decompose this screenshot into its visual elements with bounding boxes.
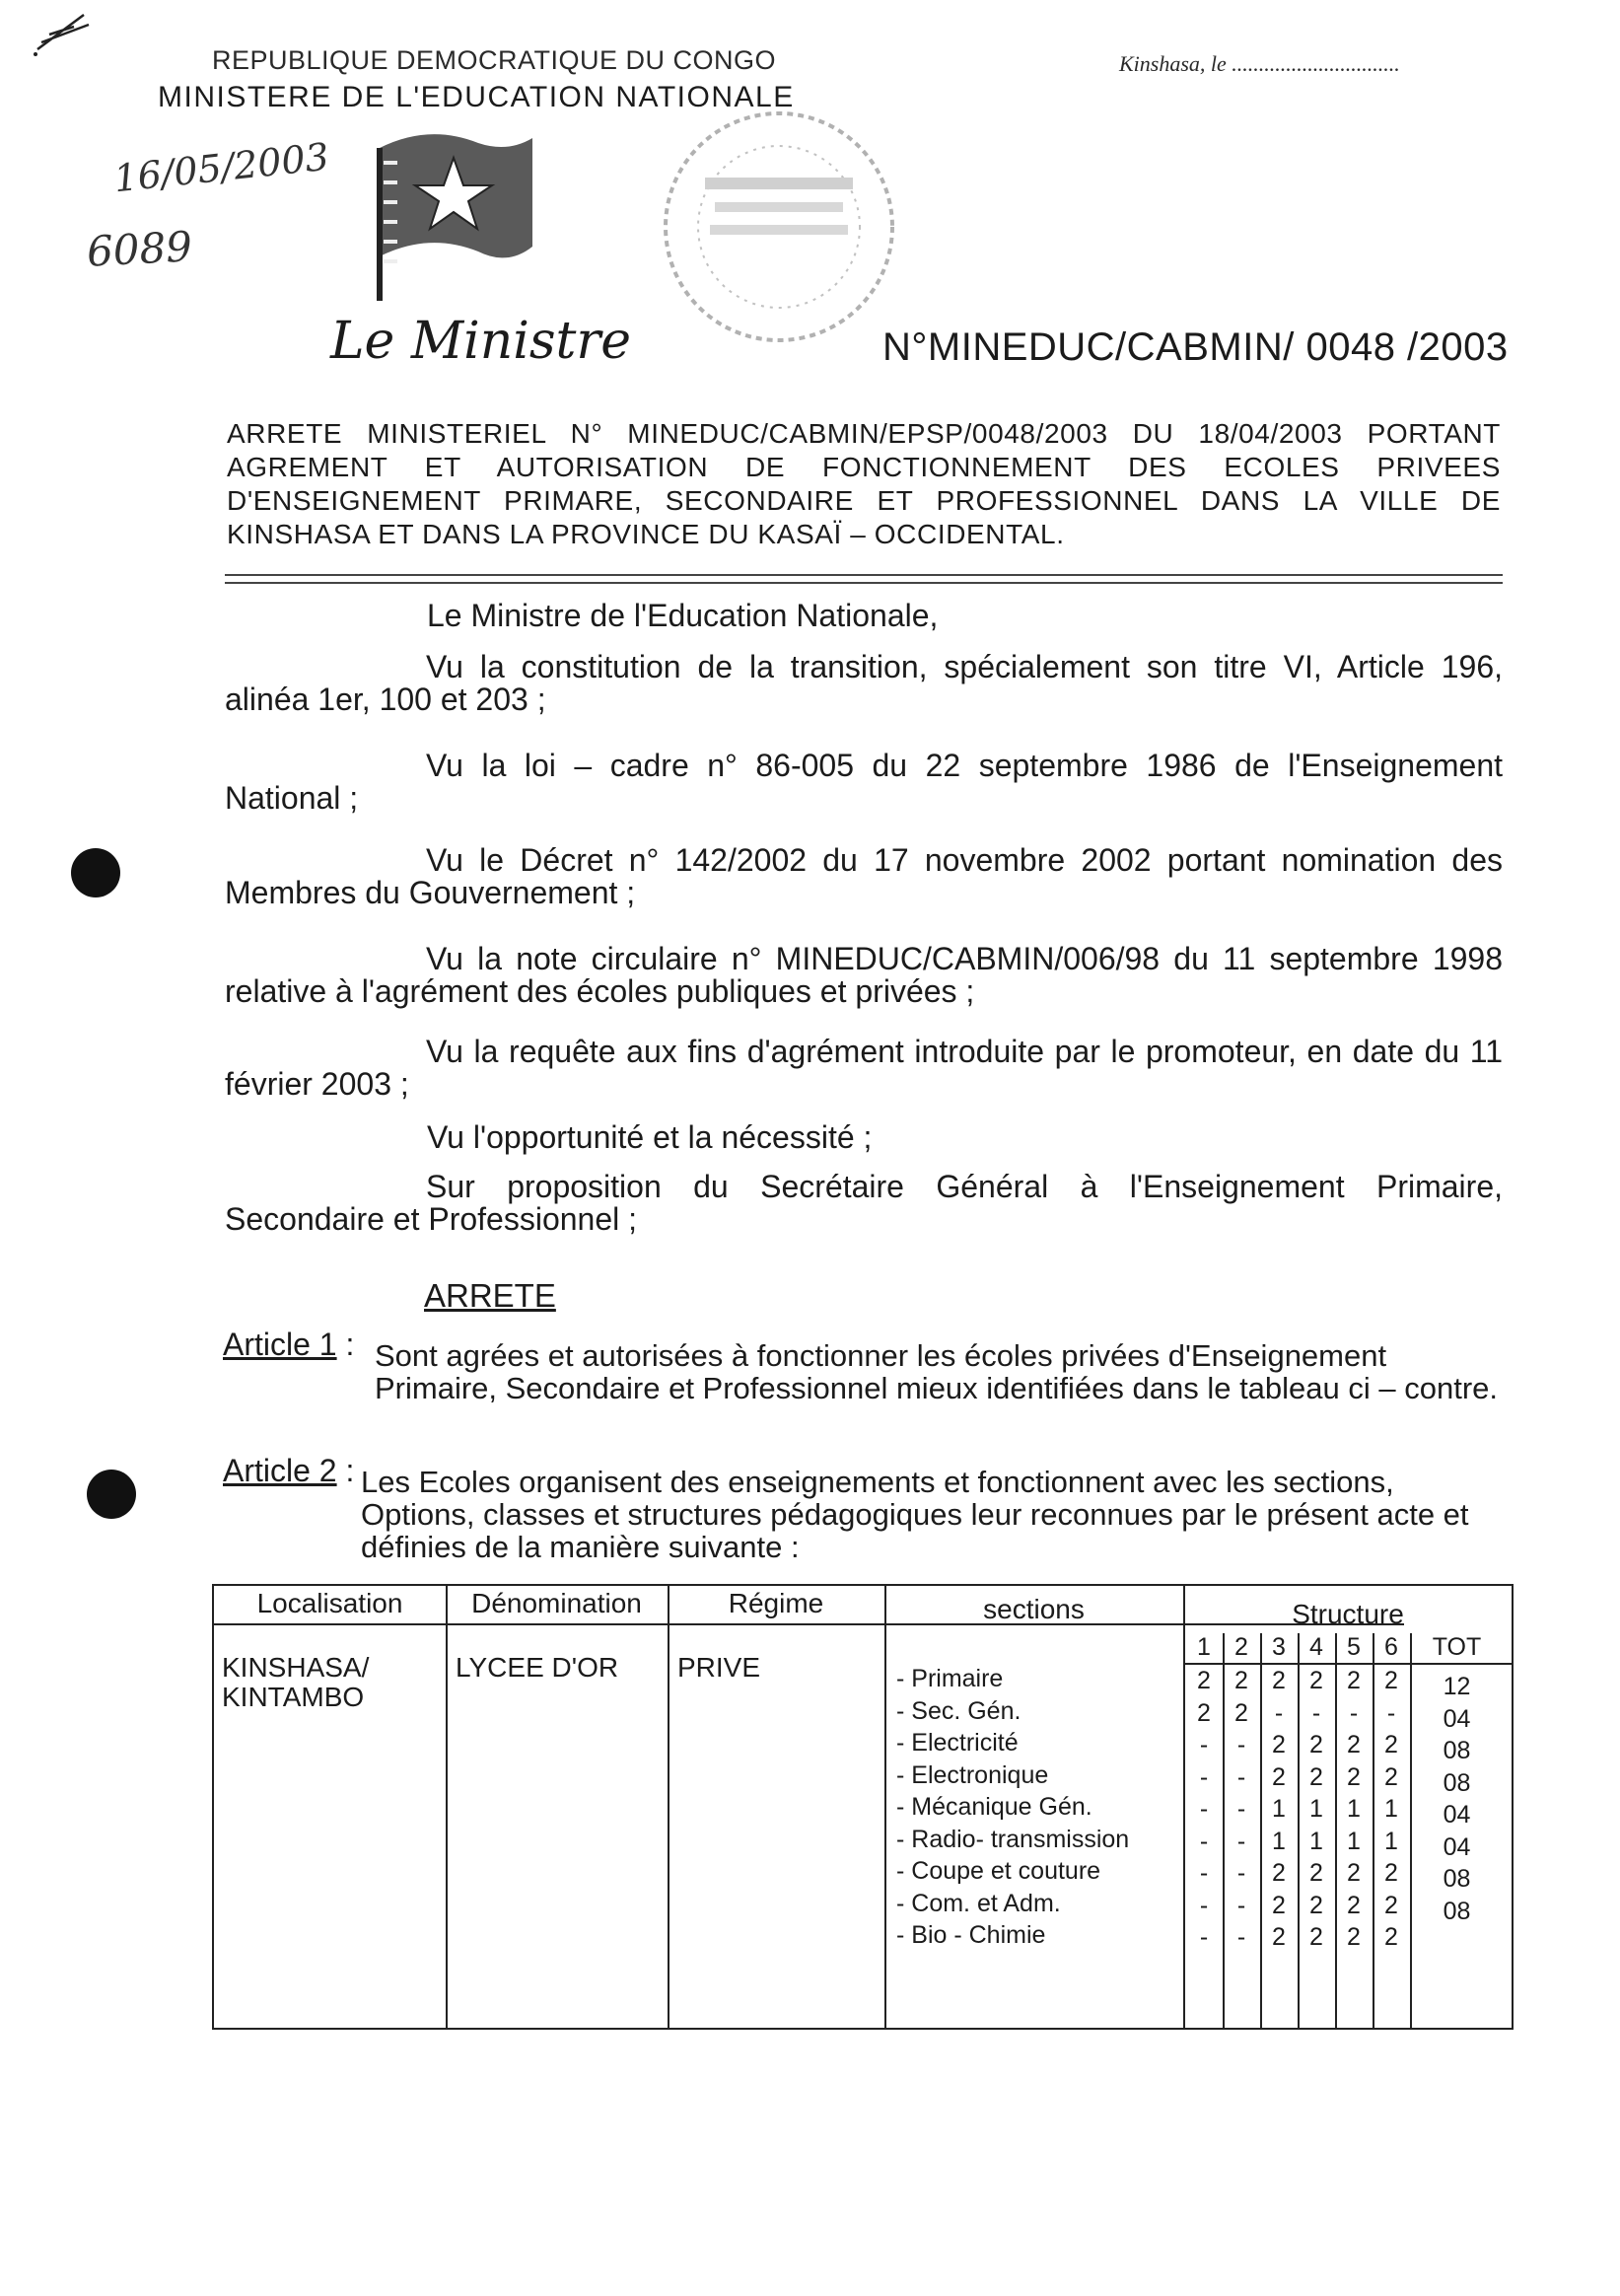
structure-value: 2 [1272, 1859, 1286, 1887]
structure-value: - [1236, 1827, 1246, 1855]
republic-heading: REPUBLIQUE DEMOCRATIQUE DU CONGO [212, 45, 777, 75]
punch-hole [87, 1470, 136, 1519]
section-name: - Electricité [896, 1729, 1019, 1757]
intro-line: Le Ministre de l'Education Nationale, [427, 598, 939, 633]
column-divider [884, 1586, 886, 2028]
structure-value: 2 [1272, 1667, 1286, 1694]
structure-total: 12 [1443, 1673, 1471, 1700]
structure-value: 2 [1347, 1859, 1361, 1887]
section-name: - Com. et Adm. [896, 1889, 1061, 1917]
structure-value: 2 [1272, 1731, 1286, 1758]
structure-value: - [1236, 1923, 1246, 1951]
column-divider [446, 1586, 448, 2028]
header-denomination: Dénomination [471, 1588, 642, 1618]
section-name: - Electronique [896, 1760, 1049, 1789]
structure-value: 2 [1234, 1667, 1248, 1694]
structure-value: 1 [1347, 1795, 1361, 1823]
structure-col-header: 6 [1384, 1633, 1398, 1661]
structure-value: 1 [1309, 1795, 1323, 1823]
structure-value: 1 [1384, 1827, 1398, 1855]
pen-scribble [30, 5, 99, 59]
structure-value: 1 [1347, 1827, 1361, 1855]
structure-value: 1 [1309, 1827, 1323, 1855]
structure-value: 2 [1309, 1891, 1323, 1919]
considerant-circular: Vu la note circulaire n° MINEDUC/CABMIN/006/98 du 11 septembre 1998 relative à l'agrément des écoles publiques et privées ; [225, 941, 1503, 1009]
structure-value: - [1236, 1795, 1246, 1823]
national-flag-emblem [370, 128, 537, 301]
schools-table [212, 1584, 1514, 2030]
section-name: - Radio- transmission [896, 1825, 1130, 1853]
structure-value: 2 [1234, 1698, 1248, 1727]
reference-number: N°MINEDUC/CABMIN/ 0048 /2003 [882, 325, 1509, 369]
structure-value: 2 [1384, 1667, 1398, 1694]
section-name: - Primaire [896, 1665, 1004, 1692]
cell-denomination: LYCEE D'OR [456, 1652, 619, 1683]
structure-value: - [1349, 1698, 1359, 1727]
structure-value: - [1236, 1762, 1246, 1791]
structure-value: 2 [1272, 1923, 1286, 1951]
header-sections: sections [983, 1594, 1085, 1624]
considerant-constitution: Vu la constitution de la transition, spécialement son titre VI, Article 196, alinéa 1er, 100 et 203 ; [225, 649, 1503, 717]
structure-value: 2 [1347, 1891, 1361, 1919]
structure-total: 08 [1443, 1737, 1471, 1764]
structure-value: 1 [1272, 1827, 1286, 1855]
divider [225, 582, 1503, 584]
structure-value: 2 [1309, 1731, 1323, 1758]
official-stamp [621, 99, 937, 355]
section-name: - Bio - Chimie [896, 1921, 1046, 1949]
structure-value: 1 [1384, 1795, 1398, 1823]
structure-value: 2 [1272, 1891, 1286, 1919]
structure-total: 08 [1443, 1897, 1471, 1925]
considerant-proposal: Sur proposition du Secrétaire Général à l'Enseignement Primaire, Secondaire et Professionnel ; [225, 1169, 1503, 1237]
article-2-label: Article 2 : [223, 1453, 355, 1488]
structure-value: 1 [1272, 1795, 1286, 1823]
considerant-opportunity: Vu l'opportunité et la nécessité ; [427, 1119, 873, 1155]
section-name: - Coupe et couture [896, 1857, 1101, 1885]
structure-col-header: 5 [1347, 1633, 1361, 1661]
structure-value: 2 [1309, 1667, 1323, 1694]
article-2-text: Les Ecoles organisent des enseignements et fonctionnent avec les sections, Options, classes et structures pédagogiques leur reconnues par le présent acte et définies de la manière suivante : [361, 1465, 1469, 1564]
structure-value: 2 [1309, 1762, 1323, 1791]
structure-value: - [1274, 1698, 1284, 1727]
article-1-label: Article 1 : [223, 1327, 355, 1362]
handwritten-date: 16/05/2003 [111, 134, 331, 201]
structure-col-header: 2 [1234, 1633, 1248, 1661]
structure-value: 2 [1347, 1923, 1361, 1951]
structure-value: 2 [1347, 1731, 1361, 1758]
structure-col-header: 4 [1309, 1633, 1323, 1661]
structure-col-header: TOT [1432, 1633, 1482, 1661]
cell-localisation: KINSHASA/ KINTAMBO [222, 1652, 370, 1712]
structure-value: 2 [1384, 1762, 1398, 1791]
considerant-request: Vu la requête aux fins d'agrément introduite par le promoteur, en date du 11 février 2003 ; [225, 1034, 1503, 1102]
structure-value: 2 [1197, 1698, 1211, 1727]
signatory-title: Le Ministre [330, 312, 632, 371]
structure-value: - [1199, 1827, 1209, 1855]
structure-value: 2 [1309, 1923, 1323, 1951]
column-divider [668, 1586, 669, 2028]
structure-value: - [1386, 1698, 1396, 1727]
structure-value: - [1199, 1923, 1209, 1951]
structure-value: 2 [1347, 1762, 1361, 1791]
structure-value: 2 [1309, 1859, 1323, 1887]
structure-value: 2 [1347, 1667, 1361, 1694]
divider [225, 574, 1503, 576]
structure-value: 2 [1384, 1923, 1398, 1951]
structure-total: 08 [1443, 1768, 1471, 1797]
structure-value: - [1236, 1859, 1246, 1887]
cell-regime: PRIVE [677, 1652, 761, 1683]
structure-col-header: 1 [1197, 1633, 1211, 1661]
considerant-decree: Vu le Décret n° 142/2002 du 17 novembre 2002 portant nomination des Membres du Gouvernement ; [225, 842, 1503, 910]
structure-value: - [1236, 1731, 1246, 1758]
article-1-text: Sont agrées et autorisées à fonctionner les écoles privées d'Enseignement Primaire, Secondaire et Professionnel mieux identifiées dans le tableau ci – contre. [375, 1338, 1499, 1405]
structure-value: - [1199, 1731, 1209, 1758]
structure-total: 04 [1443, 1801, 1471, 1829]
header-localisation: Localisation [256, 1588, 403, 1618]
structure-total: 04 [1443, 1704, 1471, 1733]
structure-value: 2 [1384, 1891, 1398, 1919]
section-name: - Sec. Gén. [896, 1696, 1021, 1725]
structure-header-divider [1185, 1663, 1514, 1665]
structure-grid [1185, 1633, 1514, 2028]
structure-value: - [1199, 1859, 1209, 1887]
structure-total: 08 [1443, 1865, 1471, 1893]
handwritten-number: 6089 [85, 222, 194, 276]
ministry-heading: MINISTERE DE L'EDUCATION NATIONALE [158, 81, 795, 113]
structure-value: - [1199, 1891, 1209, 1919]
structure-value: 2 [1197, 1667, 1211, 1694]
structure-value: - [1199, 1795, 1209, 1823]
structure-value: - [1236, 1891, 1246, 1919]
place-date-line: Kinshasa, le ............................... [1119, 51, 1400, 76]
structure-value: 2 [1272, 1762, 1286, 1791]
section-name: - Mécanique Gén. [896, 1793, 1092, 1821]
structure-value: - [1199, 1762, 1209, 1791]
header-regime: Régime [728, 1588, 824, 1618]
structure-value: - [1311, 1698, 1321, 1727]
structure-total: 04 [1443, 1832, 1471, 1861]
header-structure: Structure [1292, 1599, 1404, 1629]
decree-title: ARRETE MINISTERIEL N° MINEDUC/CABMIN/EPSP/0048/2003 DU 18/04/2003 PORTANT AGREMENT ET AUTORISATION DE FONCTIONNEMENT DES ECOLES PRIVEES D'ENSEIGNEMENT PRIMARE, SECONDAIRE ET PROFESSIONNEL DANS LA VILLE DE KINSHASA ET DANS LA PROVINCE DU KASAÏ – OCCIDENTAL. [227, 418, 1501, 549]
structure-col-header: 3 [1272, 1633, 1286, 1661]
structure-value: 2 [1384, 1731, 1398, 1758]
arrete-heading: ARRETE [424, 1277, 556, 1314]
considerant-law: Vu la loi – cadre n° 86-005 du 22 septembre 1986 de l'Enseignement National ; [225, 748, 1503, 816]
punch-hole [71, 848, 120, 897]
structure-value: 2 [1384, 1859, 1398, 1887]
